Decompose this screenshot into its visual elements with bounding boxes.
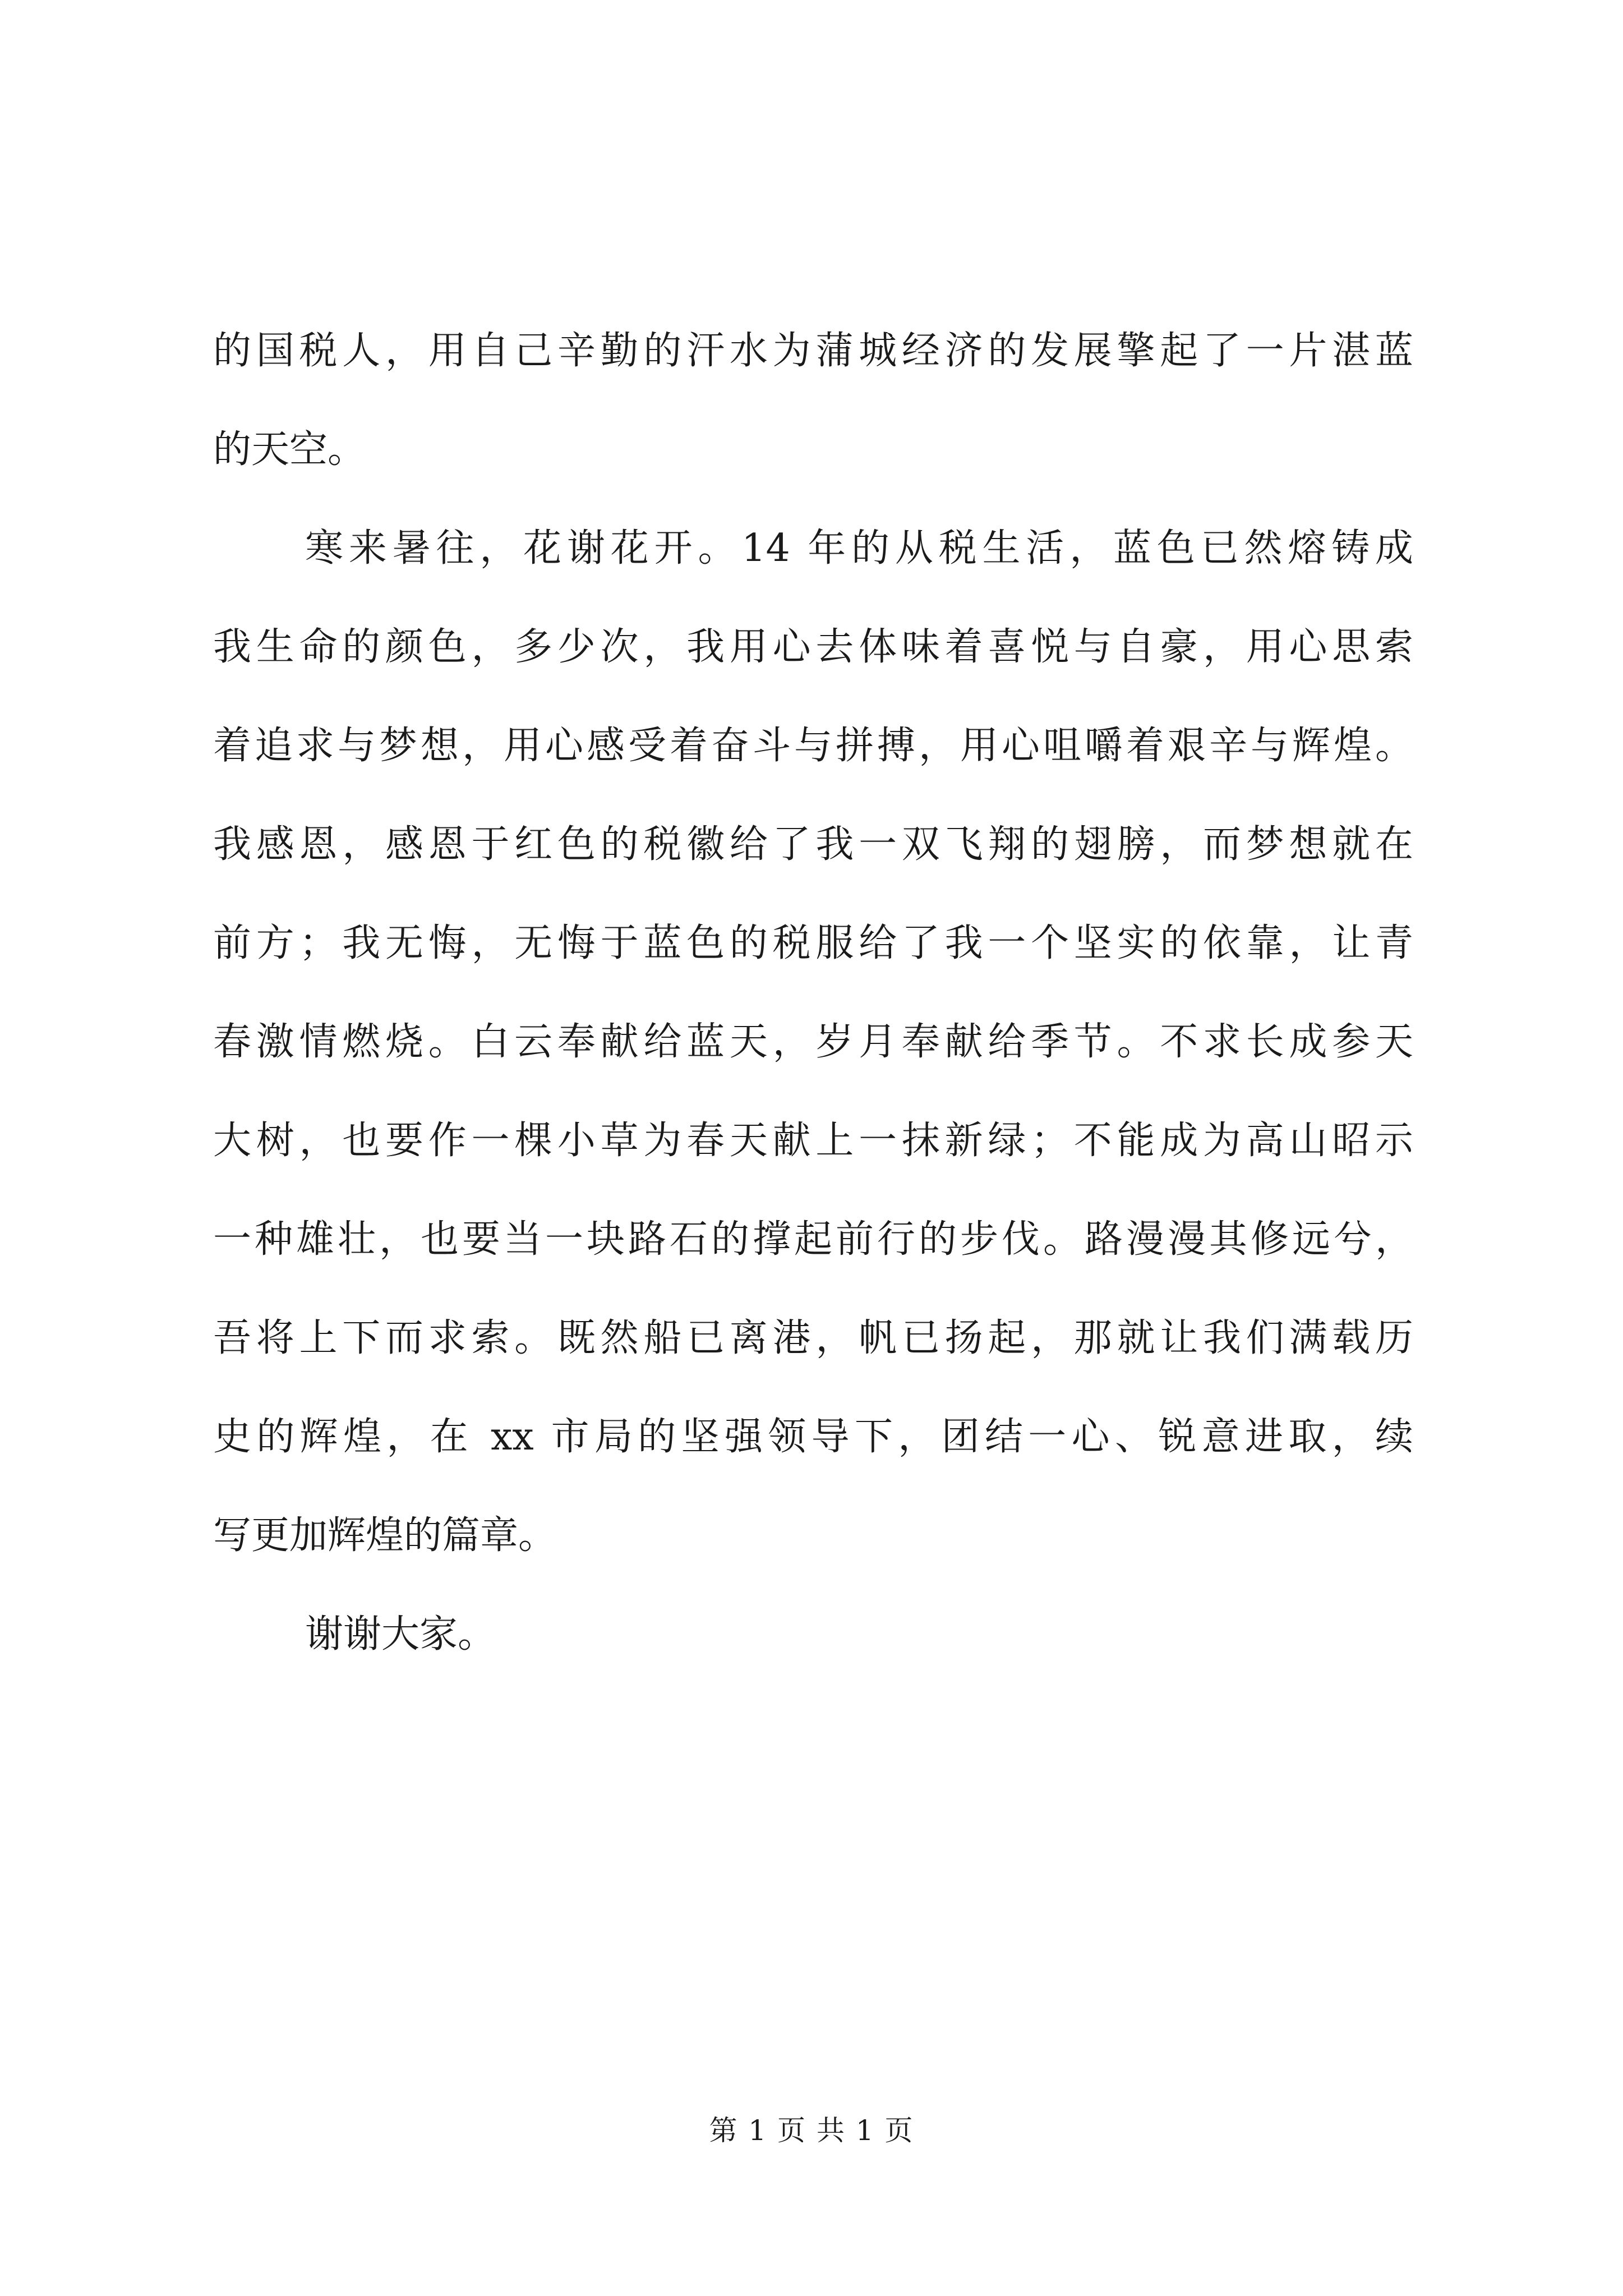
text-line: 谢谢大家。 — [305, 1612, 496, 1657]
text-line: 一种雄壮，也要当一块路石的撑起前行的步伐。路漫漫其修远兮， — [213, 1217, 1413, 1262]
text-line: 吾将上下而求索。既然船已离港，帆已扬起，那就让我们满载历 — [213, 1316, 1413, 1360]
paragraph-main — [213, 499, 1413, 1585]
text-line: 春激情燃烧。白云奉献给蓝天，岁月奉献给季节。不求长成参天 — [213, 1020, 1413, 1064]
text-line: 前方；我无悔，无悔于蓝色的税服给了我一个坚实的依靠，让青 — [213, 921, 1413, 965]
text-line: 的国税人，用自己辛勤的汗水为蒲城经济的发展擎起了一片湛蓝 — [213, 329, 1413, 373]
text-line: 我感恩，感恩于红色的税徽给了我一双飞翔的翅膀，而梦想就在 — [213, 822, 1413, 867]
paragraph-closing — [213, 1585, 1413, 1684]
document-body — [213, 302, 1413, 1684]
text-line: 史的辉煌，在 xx 市局的坚强领导下，团结一心、锐意进取，续 — [213, 1415, 1413, 1459]
text-line: 的天空。 — [213, 427, 366, 472]
page-number-footer: 第 1 页 共 1 页 — [709, 2114, 914, 2147]
text-line: 写更加辉煌的篇章。 — [213, 1513, 557, 1558]
text-line: 我生命的颜色，多少次，我用心去体味着喜悦与自豪，用心思索 — [213, 625, 1413, 669]
text-line: 寒来暑往，花谢花开。14 年的从税生活，蓝色已然熔铸成 — [305, 526, 1413, 570]
text-line: 大树，也要作一棵小草为春天献上一抹新绿；不能成为高山昭示 — [213, 1119, 1413, 1163]
paragraph-continuation — [213, 302, 1413, 499]
text-line: 着追求与梦想，用心感受着奋斗与拼搏，用心咀嚼着艰辛与辉煌。 — [213, 724, 1413, 768]
